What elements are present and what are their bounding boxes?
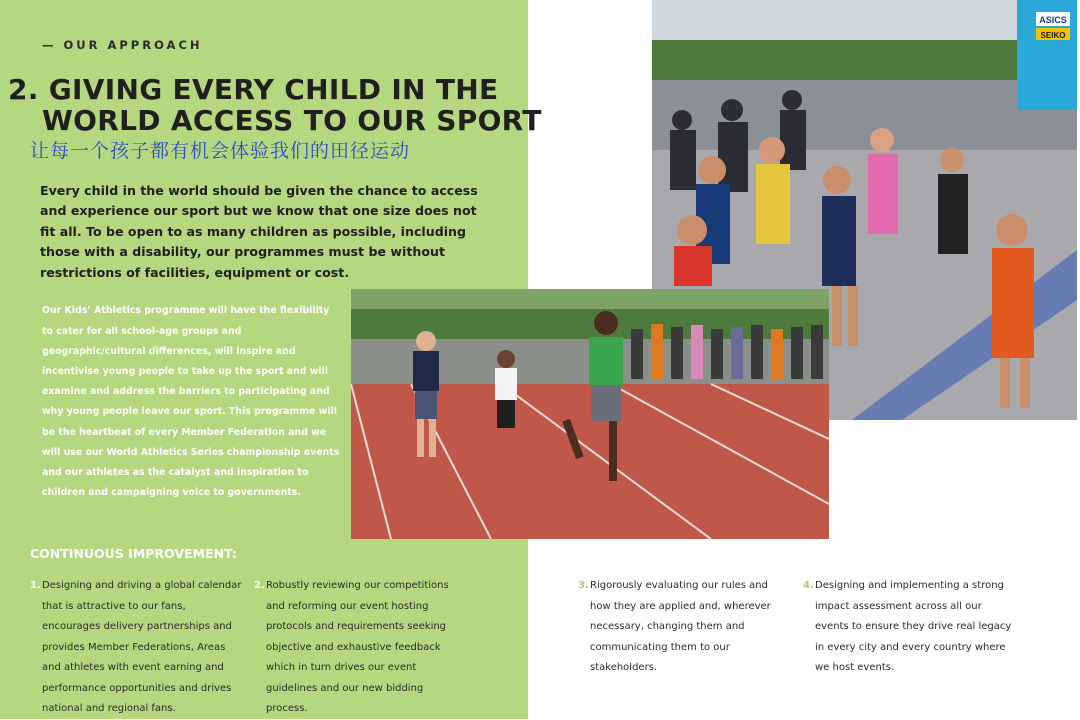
chinese-subtitle: 让每一个孩子都有机会体验我们的田径运动: [30, 140, 411, 162]
item-text: Designing and driving a global calendar that is attractive to our fans, encourages delivery partnerships and provides Member Federations, Areas and athletes with event earning and performance opportunities and drives national and regional fans.: [42, 580, 242, 714]
item-number: 1.: [30, 580, 41, 591]
section-eyebrow: — OUR APPROACH: [42, 38, 203, 52]
kids-athletics-paragraph: Our Kids’ Athletics programme will have the flexibility to cater for all school-age groups and geographic/cultural differences, will inspire and incentivise young people to take up the sport and will examine and address the barriers to participating and why young people leave our sport. This programme will be the heartbeat of every Member Federation and we will use our World Athletics Series championship events and our athletes as the catalyst and inspiration to children and campaigning voice to governments.: [42, 305, 340, 499]
improvement-item-4: [803, 576, 1015, 679]
kids-race-photo: [351, 289, 829, 539]
sign-text-1: ASICS: [1039, 15, 1067, 25]
item-text: Robustly reviewing our competitions and reforming our event hosting protocols and requirements seeking objective and exhaustive feedback which in turn drives our event guidelines and our new bidding process.: [266, 580, 449, 714]
improvement-item-2: [254, 576, 466, 720]
page-title: [8, 74, 542, 136]
sponsor-sign: [1036, 12, 1070, 40]
improvement-item-1: [30, 576, 242, 720]
continuous-improvement-heading: CONTINUOUS IMPROVEMENT:: [30, 546, 237, 561]
intro-paragraph: Every child in the world should be given the chance to access and experience our sport but we know that one size does not fit all. To be open to as many children as possible, including those with a disability, our programmes must be without restrictions of facilities, equipment or cost.: [40, 182, 478, 280]
item-text: Rigorously evaluating our rules and how they are applied and, wherever necessary, changing them and communicating them to our stakeholders.: [590, 580, 771, 673]
title-line-2: WORLD ACCESS TO OUR SPORT: [42, 104, 542, 137]
improvement-item-3: [578, 576, 790, 679]
item-number: 3.: [578, 580, 589, 591]
item-text: Designing and implementing a strong impact assessment across all our events to ensure they drive real legacy in every city and every country where we host events.: [815, 580, 1012, 673]
item-number: 2.: [254, 580, 265, 591]
title-line-1: 2. GIVING EVERY CHILD IN THE: [8, 73, 499, 106]
sign-text-2: SEIKO: [1040, 31, 1066, 40]
item-number: 4.: [803, 580, 814, 591]
